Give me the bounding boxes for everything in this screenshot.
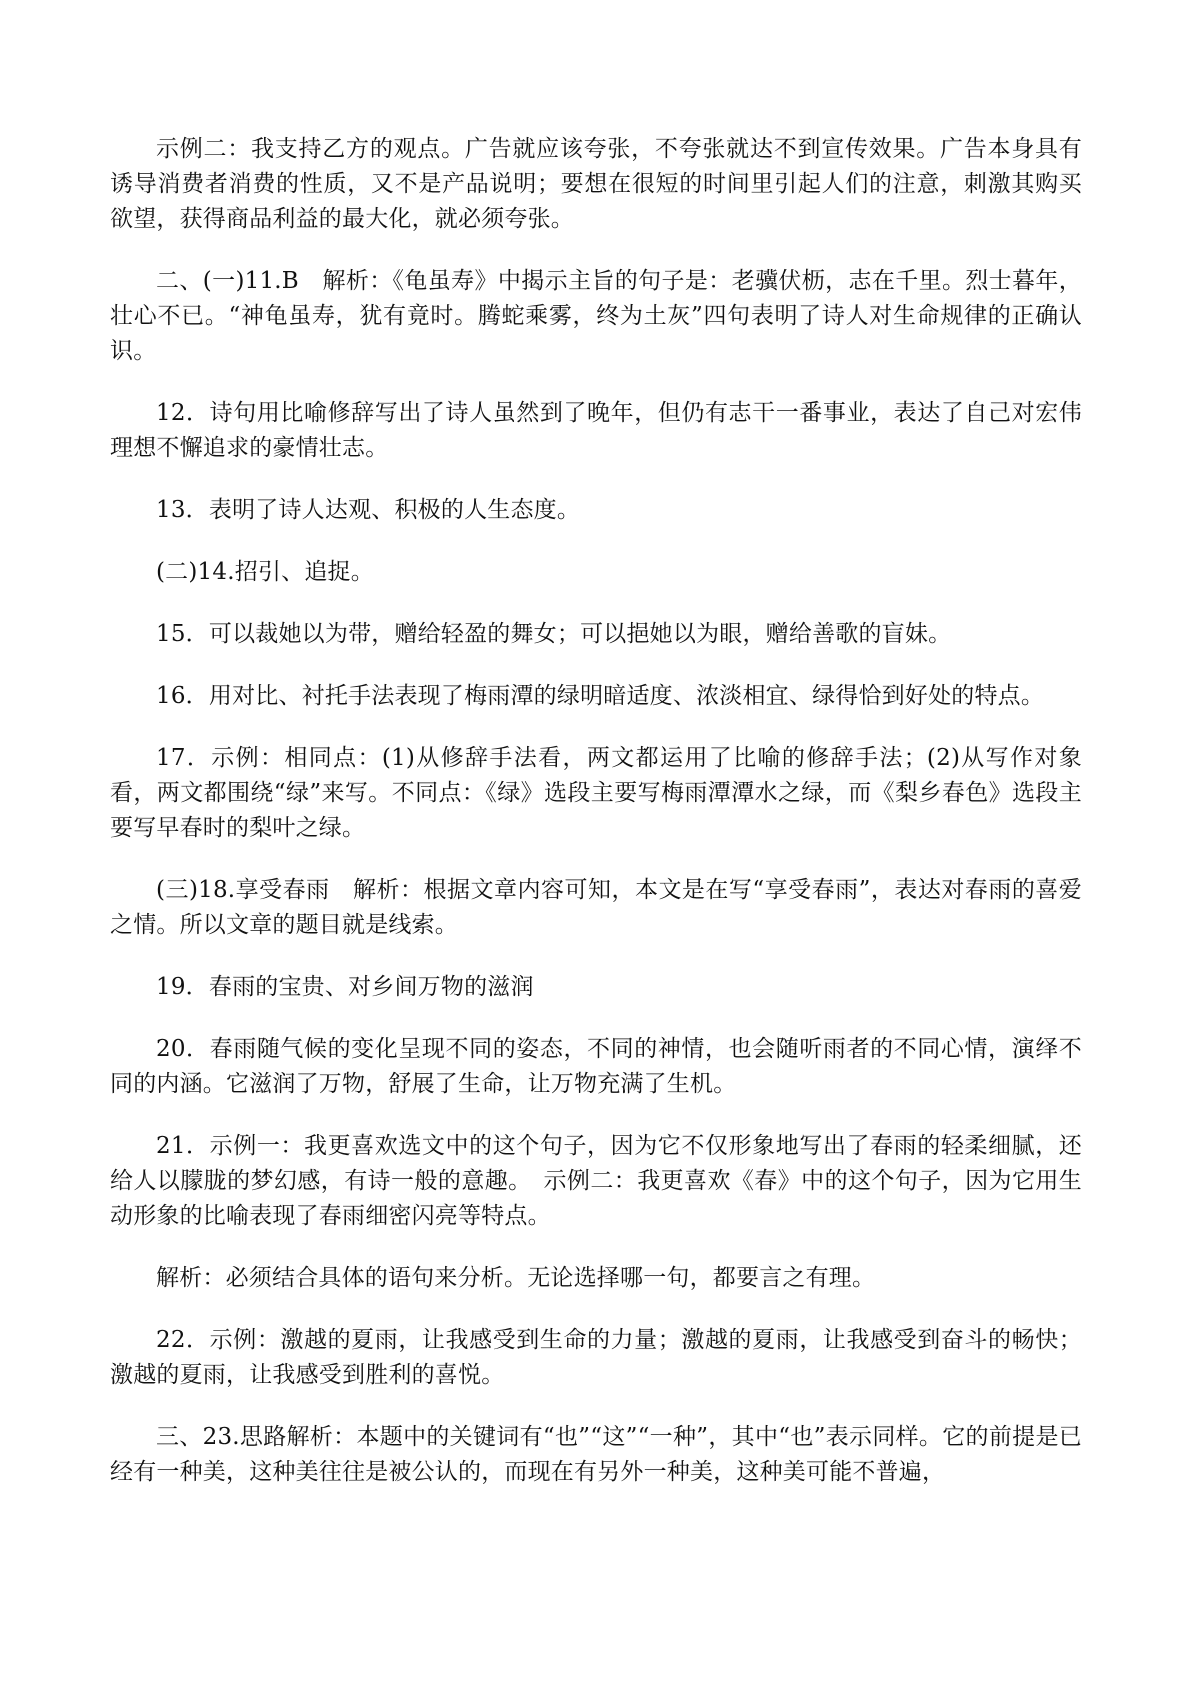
paragraph-9: (三)18.享受春雨 解析：根据文章内容可知，本文是在写“享受春雨”，表达对春雨的喜爱之情。所以文章的题目就是线索。 — [110, 877, 1082, 938]
paragraph-1: 示例二：我支持乙方的观点。广告就应该夸张，不夸张就达不到宣传效果。广告本身具有诱导消费者消费的性质，又不是产品说明；要想在很短的时间里引起人们的注意，刺激其购买欲望，获得商品利益的最大化，就必须夸张。 — [110, 136, 1082, 232]
paragraph-5: (二)14.招引、追捉。 — [156, 559, 374, 585]
paragraph-15: 三、23.思路解析：本题中的关键词有“也”“这”“一种”，其中“也”表示同样。它的前提是已经有一种美，这种美往往是被公认的，而现在有另外一种美，这种美可能不普遍， — [110, 1424, 1082, 1485]
paragraph-13: 解析：必须结合具体的语句来分析。无论选择哪一句，都要言之有理。 — [156, 1265, 876, 1291]
paragraph-2: 二、(一)11.B 解析：《龟虽寿》中揭示主旨的句子是：老骥伏枥，志在千里。烈士暮年，壮心不已。“神龟虽寿，犹有竟时。腾蛇乘雾，终为土灰”四句表明了诗人对生命规律的正确认识。 — [110, 268, 1082, 364]
paragraph-7: 16．用对比、衬托手法表现了梅雨潭的绿明暗适度、浓淡相宜、绿得恰到好处的特点。 — [156, 683, 1045, 709]
paragraph-11: 20．春雨随气候的变化呈现不同的姿态，不同的神情，也会随听雨者的不同心情，演绎不同的内涵。它滋润了万物，舒展了生命，让万物充满了生机。 — [110, 1036, 1082, 1097]
paragraph-10: 19．春雨的宝贵、对乡间万物的滋润 — [156, 974, 534, 1000]
paragraph-3: 12．诗句用比喻修辞写出了诗人虽然到了晚年，但仍有志干一番事业，表达了自己对宏伟理想不懈追求的豪情壮志。 — [110, 400, 1082, 461]
paragraph-14: 22．示例：激越的夏雨，让我感受到生命的力量；激越的夏雨，让我感受到奋斗的畅快；激越的夏雨，让我感受到胜利的喜悦。 — [110, 1327, 1082, 1388]
paragraph-4: 13．表明了诗人达观、积极的人生态度。 — [156, 497, 581, 523]
paragraph-8: 17．示例：相同点：(1)从修辞手法看，两文都运用了比喻的修辞手法；(2)从写作对象看，两文都围绕“绿”来写。不同点：《绿》选段主要写梅雨潭潭水之绿，而《梨乡春色》选段主要写早春时的梨叶之绿。 — [110, 745, 1082, 841]
paragraph-6: 15．可以裁她以为带，赠给轻盈的舞女；可以挹她以为眼，赠给善歌的盲妹。 — [156, 621, 952, 647]
paragraph-12: 21．示例一：我更喜欢选文中的这个句子，因为它不仅形象地写出了春雨的轻柔细腻，还给人以朦胧的梦幻感，有诗一般的意趣。 示例二：我更喜欢《春》中的这个句子，因为它用生动形象的比喻表现了春雨细密闪亮等特点。 — [110, 1133, 1082, 1229]
document-page — [110, 132, 1082, 1517]
